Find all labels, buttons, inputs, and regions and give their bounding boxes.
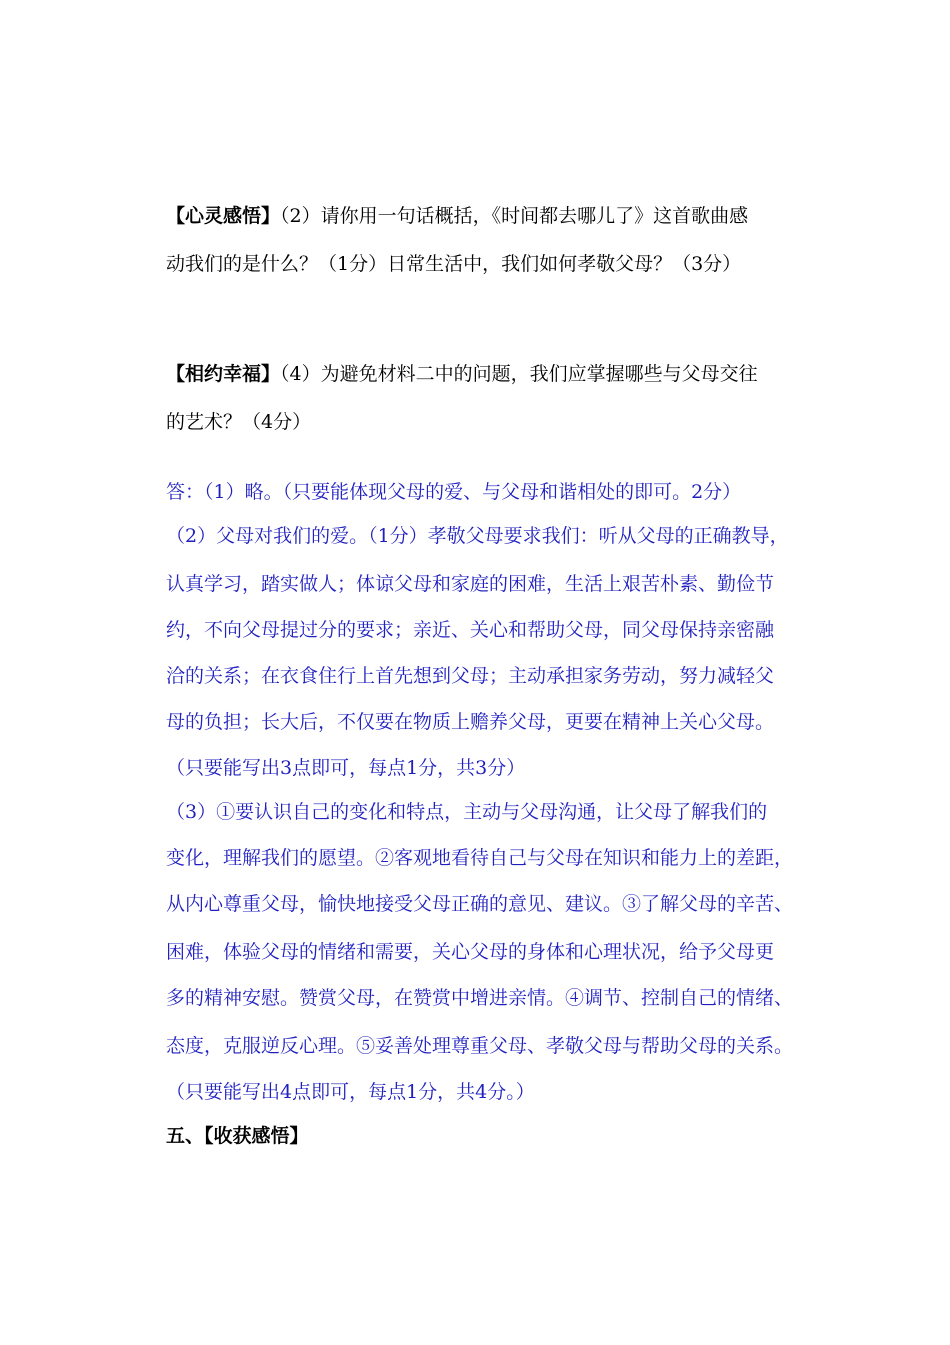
answer-line: 母的负担；长大后，不仅要在物质上赡养父母，更要在精神上关心父母。 <box>166 711 775 733</box>
answer-line: （只要能写出3点即可，每点1分，共3分） <box>166 757 526 779</box>
answer-line: 答：（1）略。（只要能体现父母的爱、与父母和谐相处的即可。2分） <box>166 481 742 503</box>
answer-line: （3）①要认识自己的变化和特点，主动与父母沟通，让父母了解我们的 <box>166 801 768 823</box>
question-1-heading: 【心灵感悟】 <box>166 205 281 227</box>
answer-line: 态度，克服逆反心理。⑤妥善处理尊重父母、孝敬父母与帮助父母的关系。 <box>166 1035 794 1057</box>
section-5-heading: 五、【收获感悟】 <box>166 1125 309 1147</box>
question-2-text: （4）为避免材料二中的问题，我们应掌握哪些与父母交往 <box>280 363 758 385</box>
answer-line: 从内心尊重父母，愉快地接受父母正确的意见、建议。③了解父母的辛苦、 <box>166 893 794 915</box>
question-1-line-1 <box>166 204 748 228</box>
answer-line: 认真学习，踏实做人；体谅父母和家庭的困难，生活上艰苦朴素、勤俭节 <box>166 573 775 595</box>
question-1-text: （2）请你用一句话概括，《时间都去哪儿了》这首歌曲感 <box>280 205 749 227</box>
answer-line: 困难，体验父母的情绪和需要，关心父母的身体和心理状况，给予父母更 <box>166 941 775 963</box>
answer-line: （2）父母对我们的爱。（1分）孝敬父母要求我们：听从父母的正确教导， <box>166 525 789 547</box>
answer-line: （只要能写出4点即可，每点1分，共4分。） <box>166 1081 535 1103</box>
answer-line: 变化，理解我们的愿望。②客观地看待自己与父母在知识和能力上的差距， <box>166 847 794 869</box>
question-2-line-1 <box>166 362 758 386</box>
question-1-line-2: 动我们的是什么？（1分）日常生活中，我们如何孝敬父母？（3分） <box>166 253 742 275</box>
question-2-line-2: 的艺术？（4分） <box>166 411 312 433</box>
answer-line: 洽的关系；在衣食住行上首先想到父母；主动承担家务劳动，努力减轻父 <box>166 665 775 687</box>
answer-line: 约，不向父母提过分的要求；亲近、关心和帮助父母，同父母保持亲密融 <box>166 619 775 641</box>
answer-line: 多的精神安慰。赞赏父母，在赞赏中增进亲情。④调节、控制自己的情绪、 <box>166 987 794 1009</box>
question-2-heading: 【相约幸福】 <box>166 363 281 385</box>
